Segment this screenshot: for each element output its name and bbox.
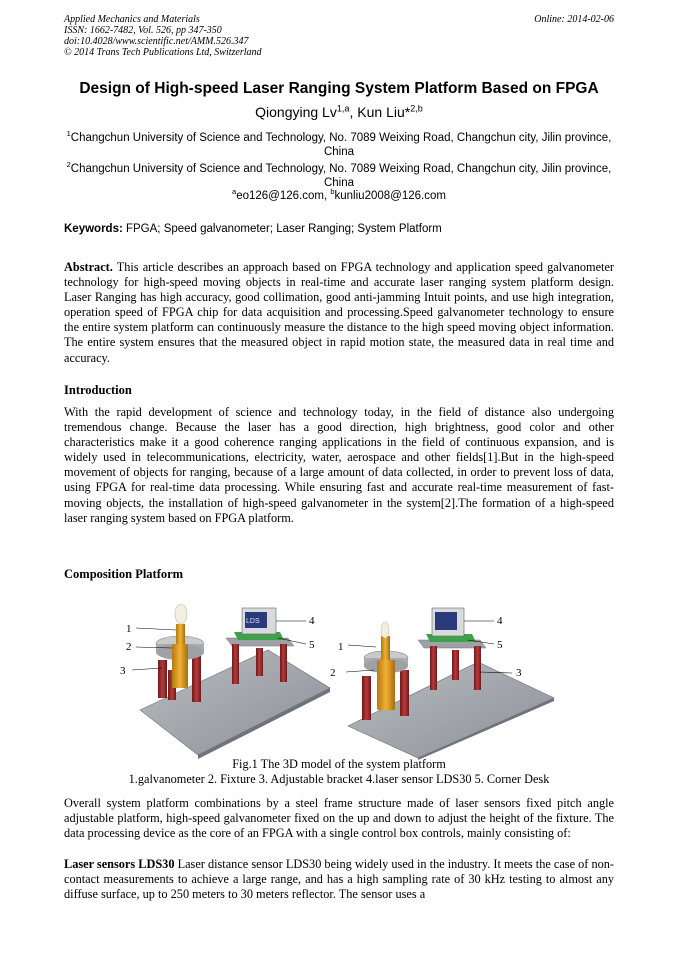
bracket-leg (192, 656, 201, 702)
affiliation-2-number: 2 (66, 160, 71, 170)
galvanometer-body (172, 644, 188, 688)
figure-label-5: 5 (309, 639, 315, 651)
author-1: Qiongying Lv (255, 104, 337, 120)
email-b-mark: b (330, 187, 335, 197)
platform-model-left (120, 604, 330, 759)
affiliation-2-text: Changchun University of Science and Technology, No. 7089 Weixing Road, Changchun city, Jilin province, China (70, 163, 612, 189)
journal-header (64, 14, 614, 58)
journal-name: Applied Mechanics and Materials (64, 14, 200, 25)
author-1-affil: 1,a (336, 103, 350, 114)
bracket-leg (280, 644, 287, 682)
figure-label-4: 4 (497, 615, 503, 627)
journal-doi: doi:10.4028/www.scientific.net/AMM.526.347 (64, 36, 249, 47)
figure-label-3: 3 (120, 665, 126, 677)
affiliation-1 (64, 131, 614, 159)
bracket-leg (400, 670, 409, 716)
keywords-text: FPGA; Speed galvanometer; Laser Ranging; System Platform (122, 223, 442, 235)
platform-3d-figure (118, 600, 558, 760)
affiliation-2 (64, 162, 614, 190)
abstract (64, 260, 614, 366)
laser-sensor-display (435, 612, 457, 630)
sensor-display-text: LDS (246, 618, 260, 625)
figure-label-1: 1 (126, 623, 132, 635)
abstract-text: This article describes an approach based on FPGA technology and application speed galvanometer technology for high-speed moving objects in real-time and accurate laser ranging system platform design. Laser Ranging has high accuracy, good collimation, good anti-jamming Intuit points, and use high integration, operation speed of FPGA chip for data acquisition and processing.Speed galvanometer technology to ensure the entire system platform can continuously measure the distance to the high speed moving object information. The entire system ensures that the measured object in rapid motion state, the measured data in real time and accuracy. (64, 260, 614, 365)
bracket-leg (158, 660, 167, 698)
galvanometer-body (377, 660, 395, 710)
galvanometer-mirror (175, 604, 187, 624)
figure-label-4: 4 (309, 615, 315, 627)
email-a[interactable]: eo126@126.com, (236, 190, 331, 202)
composition-heading: Composition Platform (64, 567, 184, 581)
figure-label-5: 5 (497, 639, 503, 651)
figure-label-3: 3 (516, 667, 522, 679)
bracket-leg (474, 646, 481, 690)
introduction-text: With the rapid development of science and technology today, in the field of distance also undergoing tremendous change. Because the laser has a good direction, high brightness, good color and other characteristics make it a good coherence ranging applications in the field of continuous expansion, and is widely used in telecommunications, electricity, water, aerospace and other fields[1].But in the high-speed movement of objects for ranging, because of a large amount of data collected, in order to prevent loss of data, using FPGA for real-time data processing. While ensuring fast and accurate real-time measurement of fast-moving objects, the installation of high-speed galvanometer in the system[2].The formation of a high-speed laser ranging system based on FPGA platform. (64, 405, 614, 525)
bracket-leg (452, 650, 459, 680)
galvanometer-mirror (381, 622, 389, 638)
callout-line (348, 645, 376, 647)
platform-model-right (330, 608, 554, 760)
galvanometer-shaft (176, 624, 185, 644)
figure-label-1: 1 (338, 641, 344, 653)
callout-line (132, 668, 162, 670)
galvanometer-shaft (381, 636, 390, 660)
paper-title: Design of High-speed Laser Ranging System Platform Based on FPGA (79, 80, 599, 97)
email-a-mark: a (232, 187, 237, 197)
journal-issn: ISSN: 1662-7482, Vol. 526, pp 347-350 (64, 25, 222, 36)
bracket-leg (256, 648, 263, 676)
keywords-label: Keywords: (64, 223, 123, 235)
online-date: Online: 2014-02-06 (534, 14, 614, 25)
callout-line (346, 670, 374, 672)
author-separator: , (349, 104, 358, 120)
overall-paragraph: Overall system platform combinations by a steel frame structure made of laser sensors fixed pitch angle adjustable platform, high-speed galvanometer fixed on the up and down to adjust the height of the fixture. The data processing device as the core of an FPGA with a single control box controls, mainly consisting of: (64, 796, 614, 841)
lds30-text: Laser distance sensor LDS30 being widely used in the industry. It meets the case of non-contact measurements to achieve a large range, and has a high sampling rate of 30 kHz testing to almost any diffuse surface, up to 250 meters to 30 meters reflector. The sensor uses a (64, 857, 614, 902)
journal-copyright: © 2014 Trans Tech Publications Ltd, Switzerland (64, 47, 262, 58)
email-line (64, 189, 614, 203)
affiliation-1-text: Changchun University of Science and Technology, No. 7089 Weixing Road, Changchun city, Jilin province, China (70, 132, 612, 158)
bracket-leg (430, 646, 437, 690)
figure-legend: 1.galvanometer 2. Fixture 3. Adjustable bracket 4.laser sensor LDS30 5. Corner Desk (128, 772, 550, 786)
figure-caption: Fig.1 The 3D model of the system platform (232, 757, 446, 771)
author-2-affil: 2,b (410, 103, 423, 114)
figure-label-2: 2 (330, 667, 336, 679)
keywords (64, 223, 442, 235)
affiliation-1-number: 1 (66, 129, 71, 139)
lds30-paragraph (64, 857, 614, 902)
author-line (0, 104, 678, 120)
bracket-leg (362, 676, 371, 720)
email-b[interactable]: kunliu2008@126.com (334, 190, 446, 202)
author-2: Kun Liu* (357, 104, 411, 120)
abstract-label: Abstract. (64, 260, 113, 274)
introduction-heading: Introduction (64, 383, 132, 397)
bracket-leg (232, 644, 239, 684)
callout-line (136, 628, 176, 630)
lds30-label: Laser sensors LDS30 (64, 857, 175, 871)
figure-label-2: 2 (126, 641, 132, 653)
